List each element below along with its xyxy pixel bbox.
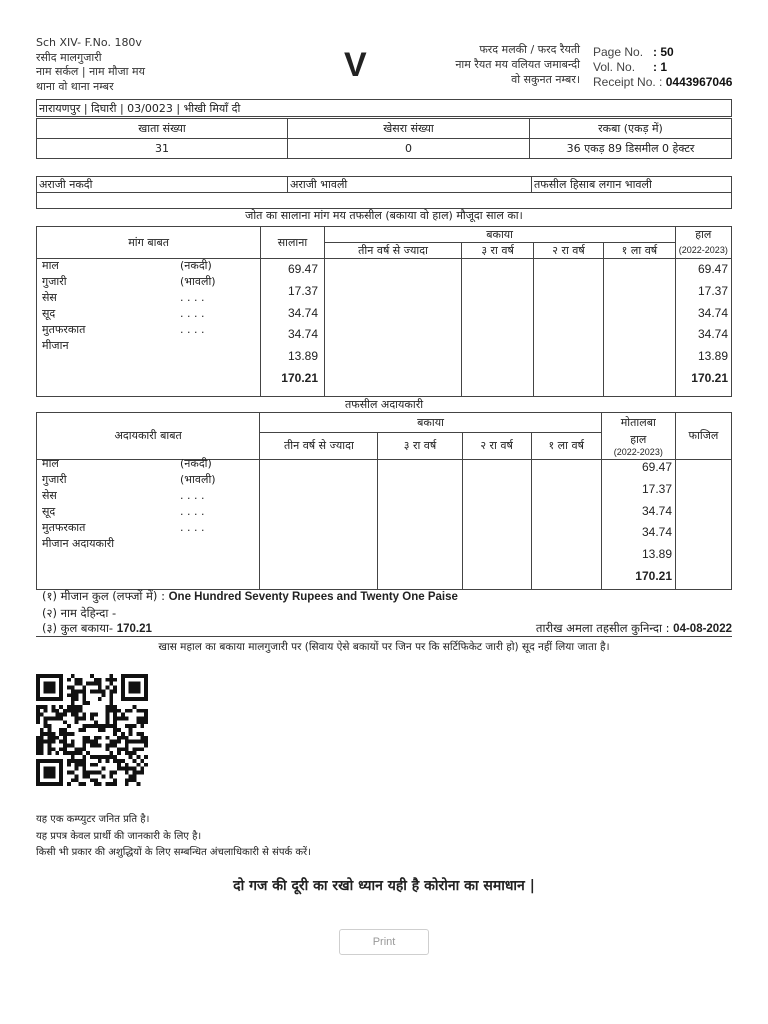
current-col-header: हाल (675, 227, 731, 243)
demand-items (42, 258, 85, 354)
annual-mal: 69.47 (287, 262, 318, 276)
pay-item-sood: सूद (42, 505, 56, 518)
khata-header: खाता संख्या (37, 119, 288, 139)
payment-qualifiers (180, 456, 216, 536)
circle-mauza-label: नाम सर्कल | नाम मौजा मय (36, 65, 145, 78)
payment-sub-3: २ रा वर्ष (462, 433, 531, 460)
land-type-empty-row (37, 193, 732, 209)
date-value: 04-08-2022 (673, 623, 732, 635)
item-sood: सूद (42, 307, 56, 320)
arrears-cell-4 (604, 259, 675, 397)
current-mutfarkat: 13.89 (697, 349, 728, 364)
vol-no-label: Vol. No. (593, 60, 636, 74)
form-number: Sch XIV- F.No. 180v (36, 36, 142, 49)
qualifier-mutfarkat: . . . . (180, 323, 205, 336)
payment-arrears-header: बकाया (260, 413, 601, 433)
qualifier-cess: . . . . (180, 291, 205, 304)
current-total: 170.21 (691, 370, 728, 385)
land-type-table (36, 176, 732, 209)
annual-total: 170.21 (281, 370, 318, 385)
demand-table (36, 226, 732, 397)
payment-current-header: हाल (2022-2023) (601, 433, 675, 460)
annual-mutfarkat: 13.89 (287, 349, 318, 364)
payment-sub-2: ३ रा वर्ष (378, 433, 462, 460)
vol-no-value: : 1 (653, 60, 668, 74)
footer-notes (36, 812, 311, 862)
payment-arrears-cell-2 (378, 459, 462, 589)
araji-nakdi: अराजी नकदी (37, 177, 288, 193)
arrears-sub-2: ३ रा वर्ष (462, 243, 533, 259)
rakba-value: 36 एकड़ 89 डिसमील 0 हेक्टर (530, 139, 732, 159)
pay-qualifier-mutfarkat: . . . . (180, 521, 205, 534)
current-cess: 34.74 (697, 305, 728, 320)
current-values (675, 259, 728, 390)
total-words-value: One Hundred Seventy Rupees and Twenty One Paise (168, 591, 458, 603)
payment-current-values (602, 457, 672, 588)
current-year: (2022-2023) (675, 243, 731, 259)
surplus-cell (675, 459, 731, 589)
pay-item-gujari: गुजारी (42, 473, 67, 486)
pay-qualifier-nakdi: (नकदी) (180, 457, 212, 470)
current-gujari: 17.37 (697, 283, 728, 298)
khesra-header: खेसरा संख्या (288, 119, 530, 139)
payment-caption: तफसील अदायकारी (344, 398, 424, 411)
page-no-label: Page No. (593, 45, 644, 59)
demand-qualifiers (180, 258, 216, 338)
qr-code (36, 672, 148, 788)
pay-qualifier-cess: . . . . (180, 489, 205, 502)
date-label: तारीख अमला तहसील कुनिन्दा : (535, 621, 670, 635)
annual-col-header: सालाना (261, 227, 324, 259)
khata-value: 31 (37, 139, 288, 159)
payment-arrears-cell-3 (462, 459, 531, 589)
arrears-sub-4: १ ला वर्ष (604, 243, 675, 259)
arrears-cell-3 (533, 259, 603, 397)
pay-current-cess: 34.74 (641, 503, 672, 518)
receipt-meta (593, 45, 732, 90)
interest-note: खास महाल का बकाया मालगुजारी पर (सिवाय ऐसे बकायों पर जिन पर कि सर्टिफिकेट जारी हो) सूद नहीं लिया जाता है। (158, 641, 610, 653)
total-arrears-value: 170.21 (116, 623, 152, 635)
arrears-cell-1 (324, 259, 462, 397)
current-mal: 69.47 (697, 262, 728, 276)
form-header-left (36, 36, 145, 94)
item-gujari: गुजारी (42, 275, 67, 288)
demand-caption: जोत का सालाना मांग मय तफसील (बकाया वो हाल) मौजूदा साल का। (245, 209, 523, 222)
address-line: नारायणपुर | दिघारी | 03/0023 | भीखी मियाँ दी (36, 99, 732, 117)
payment-sub-1: तीन वर्ष से ज्यादा (260, 433, 378, 460)
payer-name-line: (२) नाम देहिन्दा - (42, 605, 117, 620)
qualifier-nakdi: (नकदी) (180, 259, 212, 272)
pay-qualifier-bhavli: (भावली) (180, 473, 216, 486)
surplus-header: फाजिल (675, 413, 731, 460)
pay-current-gujari: 17.37 (641, 481, 672, 496)
print-button[interactable]: Print (339, 929, 429, 955)
land-table (36, 118, 732, 159)
divider (36, 636, 732, 637)
annual-gujari: 17.37 (287, 283, 318, 298)
form-letter: V (344, 46, 367, 84)
tafsil-hisab: तफसील हिसाब लगान भावली (532, 177, 732, 193)
item-mizan: मीजान (42, 339, 69, 352)
current-sood: 34.74 (697, 327, 728, 342)
thana-label: थाना वो थाना नम्बर (36, 79, 114, 93)
covid-slogan: दो गज की दूरी का रखो ध्यान यही है कोरोना का समाधान | (233, 878, 535, 894)
fard-label: फरद मलकी / फरद रैयती (479, 43, 580, 56)
payment-arrears-cell-4 (531, 459, 601, 589)
receipt-title: रसीद मालगुजारी (36, 50, 102, 64)
pay-current-sood: 34.74 (641, 525, 672, 540)
pay-qualifier-sood: . . . . (180, 505, 205, 518)
arrears-sub-3: २ रा वर्ष (533, 243, 603, 259)
pay-item-mutfarkat: मुतफरकात (42, 521, 86, 534)
footer-line-2: यह प्रपत्र केवल प्रार्थी की जानकारी के लिए है। (36, 830, 202, 842)
arrears-sub-1: तीन वर्ष से ज्यादा (324, 243, 462, 259)
annual-sood: 34.74 (287, 327, 318, 342)
receipt-no-value: 0443967046 (665, 75, 733, 89)
qualifier-sood: . . . . (180, 307, 205, 320)
raiyat-label: नाम रैयत मय वलियत जमाबन्दी (455, 58, 580, 71)
item-mutfarkat: मुतफरकात (42, 323, 86, 336)
rakba-header: रकबा (एकड़ में) (530, 119, 732, 139)
page-no-value: : 50 (653, 45, 674, 59)
sakunat-label: वो सकुनत नम्बर। (511, 73, 580, 86)
payment-items (42, 456, 114, 552)
summary-lines (42, 589, 732, 638)
footer-line-3: किसी भी प्रकार की अशुद्धियों के लिए सम्बन्धित अंचलाधिकारी से संपर्क करें। (36, 847, 311, 858)
arrears-cell-2 (462, 259, 533, 397)
footer-line-1: यह एक कम्प्युटर जनित प्रति है। (36, 814, 150, 825)
payment-col-header: अदायकारी बाबत (37, 413, 260, 460)
pay-current-mutfarkat: 13.89 (641, 547, 672, 562)
araji-bhavli: अराजी भावली (288, 177, 532, 193)
total-arrears-label: (३) कुल बकाया- (42, 621, 114, 635)
qualifier-bhavli: (भावली) (180, 275, 216, 288)
demand-col-header: मांग बाबत (37, 227, 261, 259)
payment-sub-4: १ ला वर्ष (531, 433, 601, 460)
pay-current-mal: 69.47 (641, 460, 672, 474)
item-mal: माल (42, 259, 59, 272)
pay-item-mizan: मीजान अदायकारी (42, 537, 115, 550)
payment-arrears-cell-1 (260, 459, 378, 589)
annual-cess: 34.74 (287, 305, 318, 320)
khesra-value: 0 (288, 139, 530, 159)
annual-values (258, 259, 318, 390)
item-cess: सेस (42, 291, 57, 304)
pay-item-cess: सेस (42, 489, 57, 502)
total-words-label: (१) मीजान कुल (लफ्जों में) : (42, 589, 165, 603)
form-header-middle (455, 42, 580, 87)
receipt-no-label: Receipt No. : (593, 75, 663, 89)
pay-item-mal: माल (42, 457, 59, 470)
demanded-header: मोतालबा (601, 413, 675, 433)
pay-current-total: 170.21 (635, 568, 672, 583)
arrears-col-header: बकाया (324, 227, 675, 243)
